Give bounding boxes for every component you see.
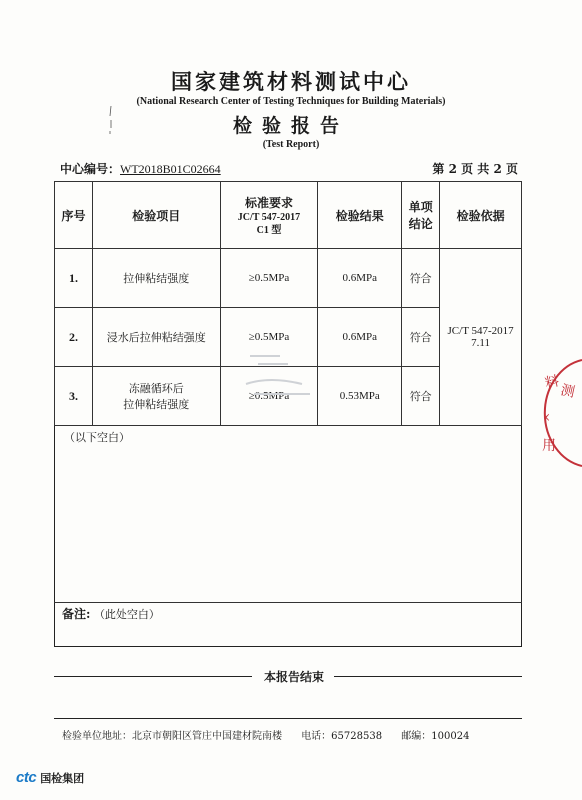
row-item	[92, 367, 220, 426]
row-verdict: 符合	[402, 367, 440, 426]
header-basis: 检验依据	[440, 182, 522, 249]
header-standard-code: JC/T 547-2017	[237, 211, 301, 223]
header-verdict	[402, 182, 440, 249]
footer-phone: 电话：65728538	[301, 731, 383, 742]
end-rule-left	[54, 676, 252, 677]
red-seal-fragment	[534, 358, 582, 468]
basis-clause: 7.11	[471, 337, 490, 349]
header-standard-title: 标准要求	[244, 195, 293, 210]
table-row	[55, 249, 522, 308]
row-item: 浸水后拉伸粘结强度	[92, 308, 220, 367]
header-index: 序号	[55, 182, 93, 249]
header-item: 检验项目	[92, 182, 220, 249]
row-basis	[440, 249, 522, 426]
page-info: 第 2 页 共 2 页	[432, 162, 518, 176]
header-standard	[220, 182, 318, 249]
row-verdict: 符合	[402, 249, 440, 308]
footer-contact	[62, 727, 485, 742]
faint-stamp-impression	[240, 350, 330, 402]
header-result: 检验结果	[318, 182, 402, 249]
ctc-logo-name: 国检集团	[40, 771, 85, 785]
report-end-text: 本报告结束	[263, 670, 324, 684]
svg-text:料: 料	[543, 373, 561, 392]
center-number-label: 中心编号：	[60, 162, 121, 176]
row-result: 0.6MPa	[318, 308, 402, 367]
row-item: 拉伸粘结强度	[92, 249, 220, 308]
report-title-cn: 检验报告	[232, 115, 349, 137]
ctc-logo	[16, 769, 84, 786]
center-title-en: (National Research Center of Testing Techniques for Building Materials)	[136, 96, 446, 107]
center-number	[60, 160, 221, 177]
row-verdict: 符合	[402, 308, 440, 367]
footer-address: 检验单位地址：北京市朝阳区管庄中国建材院南楼	[62, 731, 282, 742]
basis-standard: JC/T 547-2017	[447, 325, 514, 337]
report-title-en: (Test Report)	[262, 139, 320, 150]
remark-text: （此处空白）	[93, 608, 160, 621]
svg-text:测: 测	[559, 382, 577, 401]
header-standard-type: C1 型	[256, 224, 282, 236]
footer-postcode: 邮编：100024	[401, 731, 470, 742]
ctc-logo-mark: ctc	[16, 769, 37, 786]
remark-divider	[54, 602, 522, 603]
row-index: 1.	[55, 249, 93, 308]
center-number-value: WT2018B01C02664	[120, 162, 221, 176]
row-index: 2.	[55, 308, 93, 367]
svg-text:用: 用	[542, 438, 556, 454]
center-title-cn: 国家建筑材料测试中心	[171, 69, 411, 94]
blank-below-note: （以下空白）	[64, 431, 130, 444]
header-verdict-l2: 结论	[408, 217, 433, 231]
header-verdict-l1: 单项	[408, 200, 433, 214]
end-rule-right	[334, 676, 522, 677]
table-header-row	[55, 182, 522, 249]
remark-label: 备注:	[62, 607, 91, 621]
row-requirement: ≥0.5MPa	[220, 308, 318, 367]
footer-rule	[54, 718, 522, 719]
row-item-line2: 拉伸粘结强度	[123, 398, 190, 411]
row-requirement: ≥0.5MPa	[220, 367, 318, 426]
row-index: 3.	[55, 367, 93, 426]
row-result: 0.6MPa	[318, 249, 402, 308]
row-result: 0.53MPa	[318, 367, 402, 426]
pen-mark	[108, 106, 114, 134]
row-requirement: ≥0.5MPa	[220, 249, 318, 308]
row-item-line1: 冻融循环后	[128, 382, 184, 395]
remark	[62, 605, 160, 622]
svg-text:‹: ‹	[544, 407, 551, 426]
